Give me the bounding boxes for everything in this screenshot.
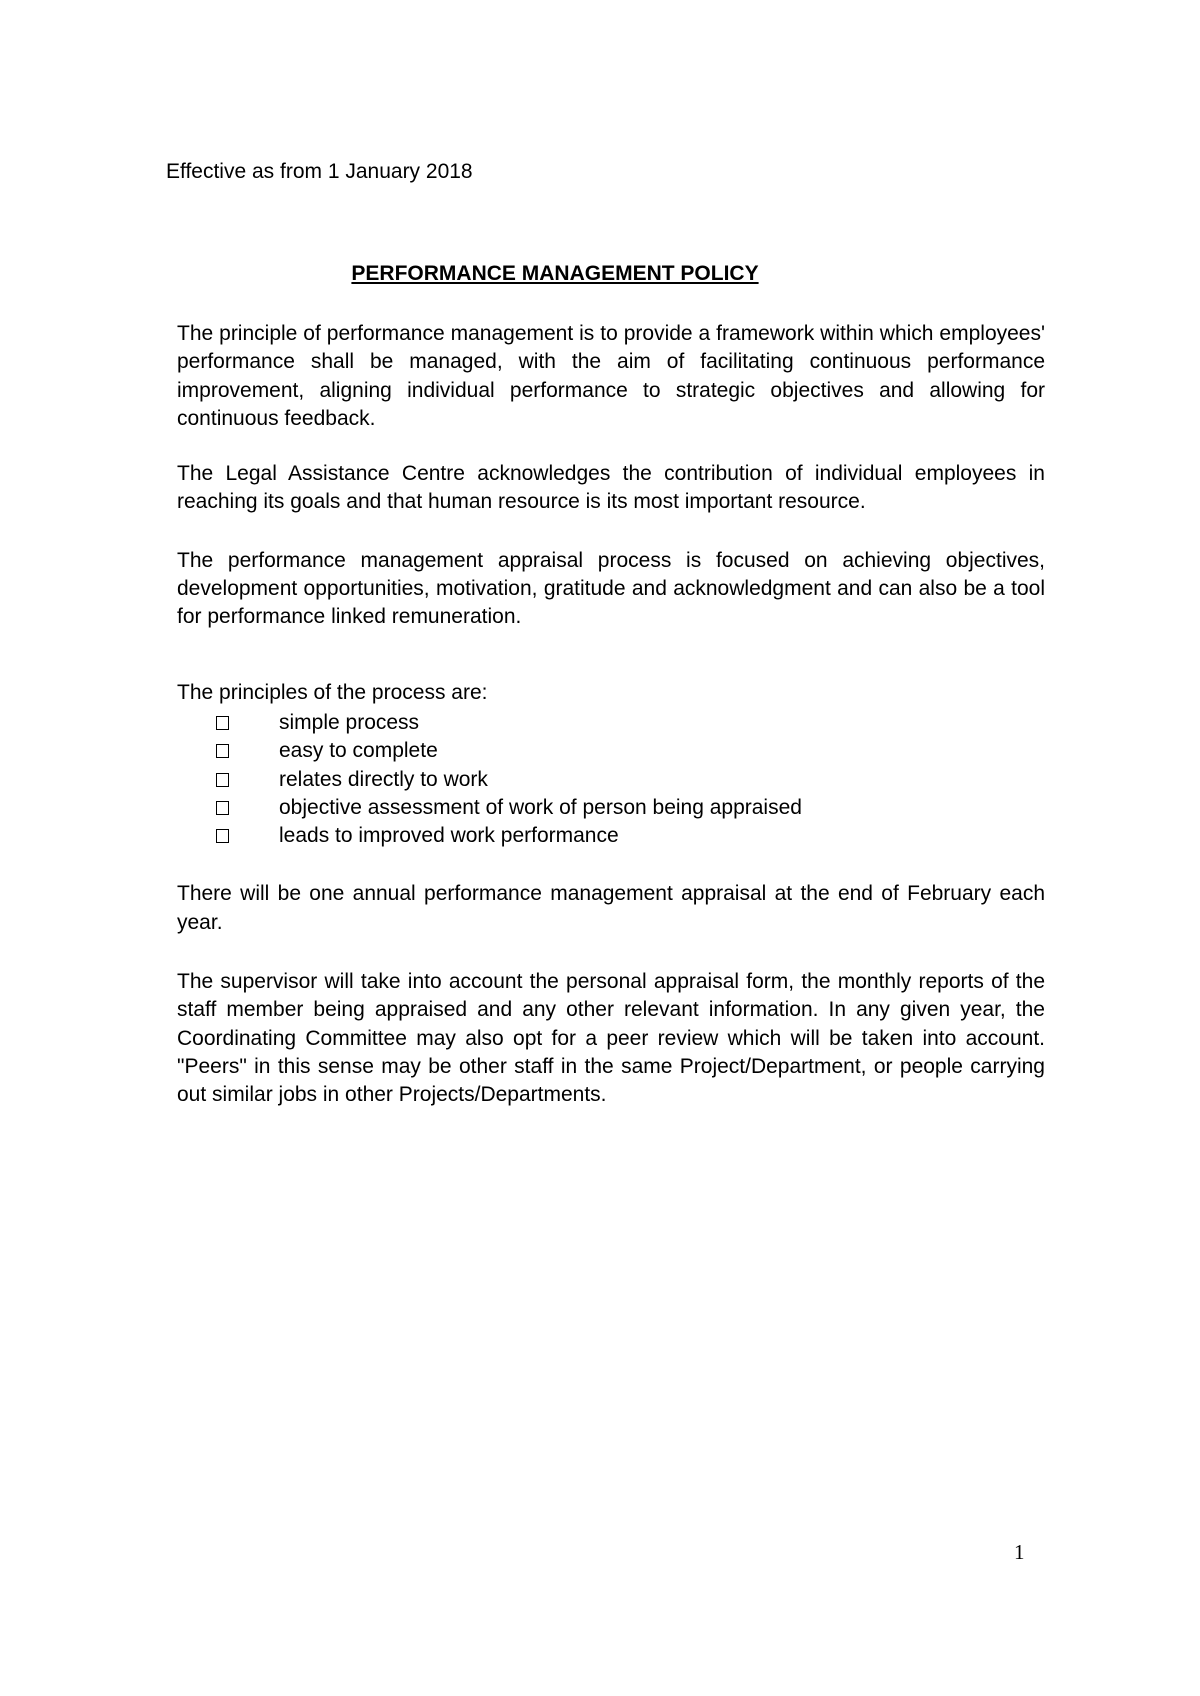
paragraph-annual-appraisal: There will be one annual performance management appraisal at the end of February each year.: [177, 882, 1045, 934]
policy-body: [177, 320, 1045, 1110]
bullet-box-icon: [216, 716, 229, 730]
page-number: 1: [1014, 1540, 1025, 1564]
list-item-text: objective assessment of work of person being appraised: [279, 795, 802, 819]
bullet-box-icon: [216, 773, 229, 787]
list-item: [177, 822, 1045, 850]
principles-intro: The principles of the process are:: [177, 680, 488, 704]
list-item-text: leads to improved work performance: [279, 824, 619, 848]
paragraph-appraisal-process: The performance management appraisal process is focused on achieving objectives, development opportunities, motivation, gratitude and acknowledgment and can also be a tool for performance linked remuneration.: [177, 548, 1045, 629]
bullet-box-icon: [216, 829, 229, 843]
list-item: [177, 737, 1045, 765]
paragraph-supervisor: The supervisor will take into account the personal appraisal form, the monthly reports of the staff member being appraised and any other relevant information. In any given year, the Coordinating Committee may also opt for a peer review which will be taken into account. "Peers" in this sense may be other staff in the same Project/Department, or people carrying out similar jobs in other Projects/Departments.: [177, 970, 1045, 1107]
list-item-text: easy to complete: [279, 739, 438, 763]
policy-title: PERFORMANCE MANAGEMENT POLICY: [351, 262, 759, 285]
list-item: [177, 709, 1045, 737]
bullet-box-icon: [216, 744, 229, 758]
effective-date: Effective as from 1 January 2018: [166, 160, 473, 183]
list-item-text: simple process: [279, 710, 420, 734]
paragraph-acknowledgement: The Legal Assistance Centre acknowledges the contribution of individual employees in reaching its goals and that human resource is its most important resource.: [177, 462, 1045, 514]
bullet-box-icon: [216, 801, 229, 815]
list-item-text: relates directly to work: [279, 767, 488, 791]
principles-list: [177, 709, 1045, 850]
list-item: [177, 794, 1045, 822]
paragraph-principle: The principle of performance management is to provide a framework within which employees' performance shall be managed, with the aim of facilitating continuous performance improvement, aligning individual performance to strategic objectives and allowing for continuous feedback.: [177, 322, 1045, 430]
list-item: [177, 766, 1045, 794]
